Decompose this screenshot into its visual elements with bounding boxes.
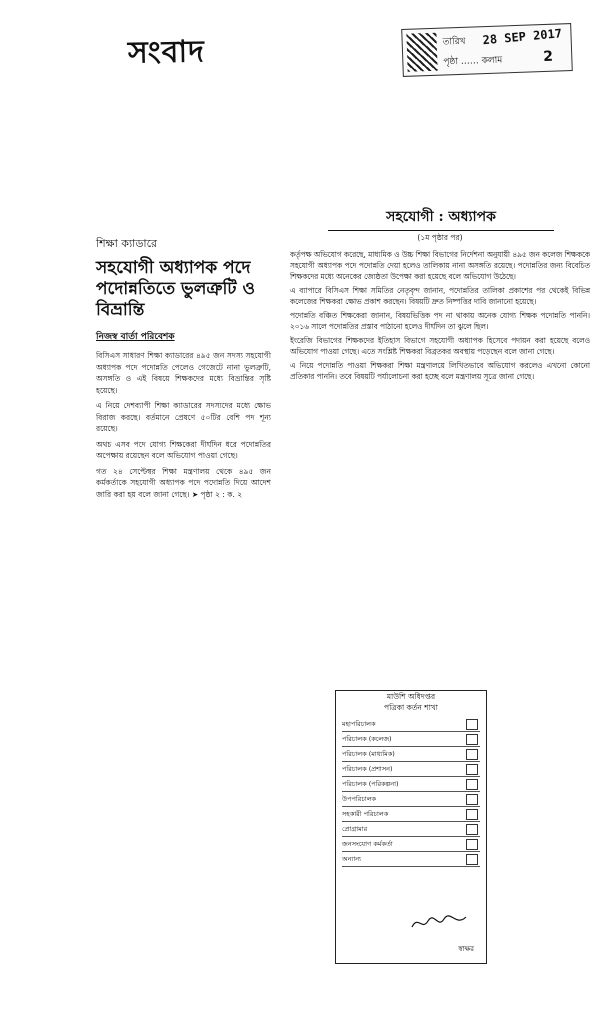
stamp-column-number: 2 — [543, 48, 554, 66]
article-byline: নিজস্ব বার্তা পরিবেশক — [96, 332, 175, 342]
slip-checkbox — [466, 749, 478, 760]
slip-row: অন্যান্য — [342, 852, 480, 867]
article-kicker: শিক্ষা ক্যাডারে — [96, 237, 158, 250]
slip-checkbox — [466, 734, 478, 745]
slip-checkbox — [466, 809, 478, 820]
article-body — [96, 350, 271, 500]
date-stamp — [401, 23, 573, 77]
continuation-paragraph: ইংরেজি বিভাগের শিক্ষকদের ইতিহাস বিভাগে সহযোগী অধ্যাপক হিসেবে পদায়ন করা হয়েছে বলেও অভিযোগ পাওয়া গেছে। এতে সংশ্লিষ্ট শিক্ষকরা বিব্রতকর অবস্থায় পড়েছেন বলে জানা গেছে। — [290, 336, 590, 356]
slip-checkbox — [466, 854, 478, 865]
slip-checkbox — [466, 719, 478, 730]
stamp-logo-icon — [406, 33, 437, 72]
signature-mark — [410, 913, 468, 933]
article-paragraph: অথচ এসব পদে যোগ্য শিক্ষকেরা দীর্ঘদিন ধরে পদোন্নতির অপেক্ষায় রয়েছেন বলে অভিযোগ পাওয়া গেছে। — [96, 439, 271, 460]
stamp-date-label: তারিখ — [442, 36, 466, 48]
continuation-paragraph: এ নিয়ে পদোন্নতি পাওয়া শিক্ষকরা শিক্ষা মন্ত্রণালয়ে লিখিতভাবে অভিযোগ করলেও এখনো কোনো প্রতিকার পাননি। তবে বিষয়টি পর্যালোচনা করা হচ্ছে বলে মন্ত্রণালয় সূত্রে জানা গেছে। — [290, 361, 590, 381]
slip-checkbox — [466, 839, 478, 850]
article-continuation — [290, 205, 590, 385]
stamp-date: 28 SEP 2017 — [482, 26, 563, 48]
slip-row: সহকারী পরিচালক — [342, 807, 480, 822]
slip-row: পরিচালক (পরিকল্পনা) — [342, 777, 480, 792]
stamp-page-label: পৃষ্ঠা …… কলাম — [443, 55, 503, 68]
article-headline: সহযোগী অধ্যাপক পদে পদোন্নতিতে ভুলত্রুটি ও বিভ্রান্তি — [96, 258, 256, 320]
article-paragraph: এ নিয়ে দেশব্যাপী শিক্ষা ক্যাডারের সদস্যদের মধ্যে ক্ষোভ বিরাজ করছে। বর্তমানে প্রেষণে ৫০টির বেশি পদ শূন্য রয়েছে। — [96, 401, 271, 433]
slip-row: পরিচালক (প্রশাসন) — [342, 762, 480, 777]
slip-row: পরিচালক (মাধ্যমিক) — [342, 747, 480, 762]
continuation-body — [290, 249, 590, 382]
slip-checkbox — [466, 824, 478, 835]
slip-checkbox — [466, 779, 478, 790]
routing-slip — [335, 690, 487, 964]
slip-row: উপপরিচালক — [342, 792, 480, 807]
article-paragraph: গত ২৪ সেপ্টেম্বর শিক্ষা মন্ত্রণালয় থেকে ৪৯৫ জন কর্মকর্তাকে সহযোগী অধ্যাপক পদে পদোন্নতি দিয়ে আদেশ জারি করা হয় বলে জানা গেছে। ➤ পৃষ্ঠা ২ : ক. ২ — [96, 466, 271, 499]
slip-row: মহাপরিচালক — [342, 717, 480, 732]
continuation-paragraph: এ ব্যাপারে বিসিএস শিক্ষা সমিতির নেতৃবৃন্দ জানান, পদোন্নতির তালিকা প্রকাশের পর থেকেই বিভিন্ন কলেজের শিক্ষকরা ক্ষোভ প্রকাশ করছেন। বিষয়টি দ্রুত নিষ্পত্তির দাবি জানানো হয়েছে। — [290, 286, 590, 306]
continuation-paragraph: কর্তৃপক্ষ অভিযোগ করেছে, মাধ্যমিক ও উচ্চ শিক্ষা বিভাগের নির্দেশনা অনুযায়ী ৪৯৫ জন কলেজ শিক্ষককে সহযোগী অধ্যাপক পদে পদোন্নতি দেয়া হলেও তালিকায় নানা অসঙ্গতি রয়েছে। পদোন্নতির জন্য বিবেচিত শিক্ষকদের মধ্যে অনেকের জ্যেষ্ঠতা উপেক্ষা করা হয়েছে বলে অভিযোগ উঠেছে। — [290, 250, 590, 281]
slip-signature-label: স্বাক্ষর — [458, 945, 474, 953]
continuation-paragraph: পদোন্নতি বঞ্চিত শিক্ষকেরা জানান, বিষয়ভিত্তিক পদ না থাকায় অনেক যোগ্য শিক্ষক পদোন্নতি পাননি। ২০১৬ সালে পদোন্নতির প্রস্তাব পাঠানো হলেও দীর্ঘদিন তা ঝুলে ছিল। — [290, 311, 590, 331]
slip-checkbox — [466, 794, 478, 805]
newspaper-masthead: সংবাদ — [127, 34, 206, 71]
slip-title: মাউশি অধিদপ্তর — [386, 692, 436, 701]
slip-subtitle: পত্রিকা কর্তন শাখা — [383, 703, 438, 712]
slip-checkbox — [466, 764, 478, 775]
continuation-from: (১ম পৃষ্ঠার পর) — [417, 233, 463, 242]
continuation-heading: সহযোগী : অধ্যাপক — [328, 205, 554, 231]
slip-row: জনসংযোগ কর্মকর্তা — [342, 837, 480, 852]
article-paragraph: বিসিএস সাধারণ শিক্ষা ক্যাডারের ৪৯৫ জন সদস্য সহযোগী অধ্যাপক পদে পদোন্নতি পেলেও গেজেটে নানা ভুলত্রুটি, অসঙ্গতি ও এই বিষয়ে শিক্ষকদের মধ্যে বিভ্রান্তির সৃষ্টি হয়েছে। — [96, 351, 271, 395]
article-lead — [96, 235, 271, 504]
slip-row: প্রোগ্রামার — [342, 822, 480, 837]
slip-row: পরিচালক (কলেজ) — [342, 732, 480, 747]
